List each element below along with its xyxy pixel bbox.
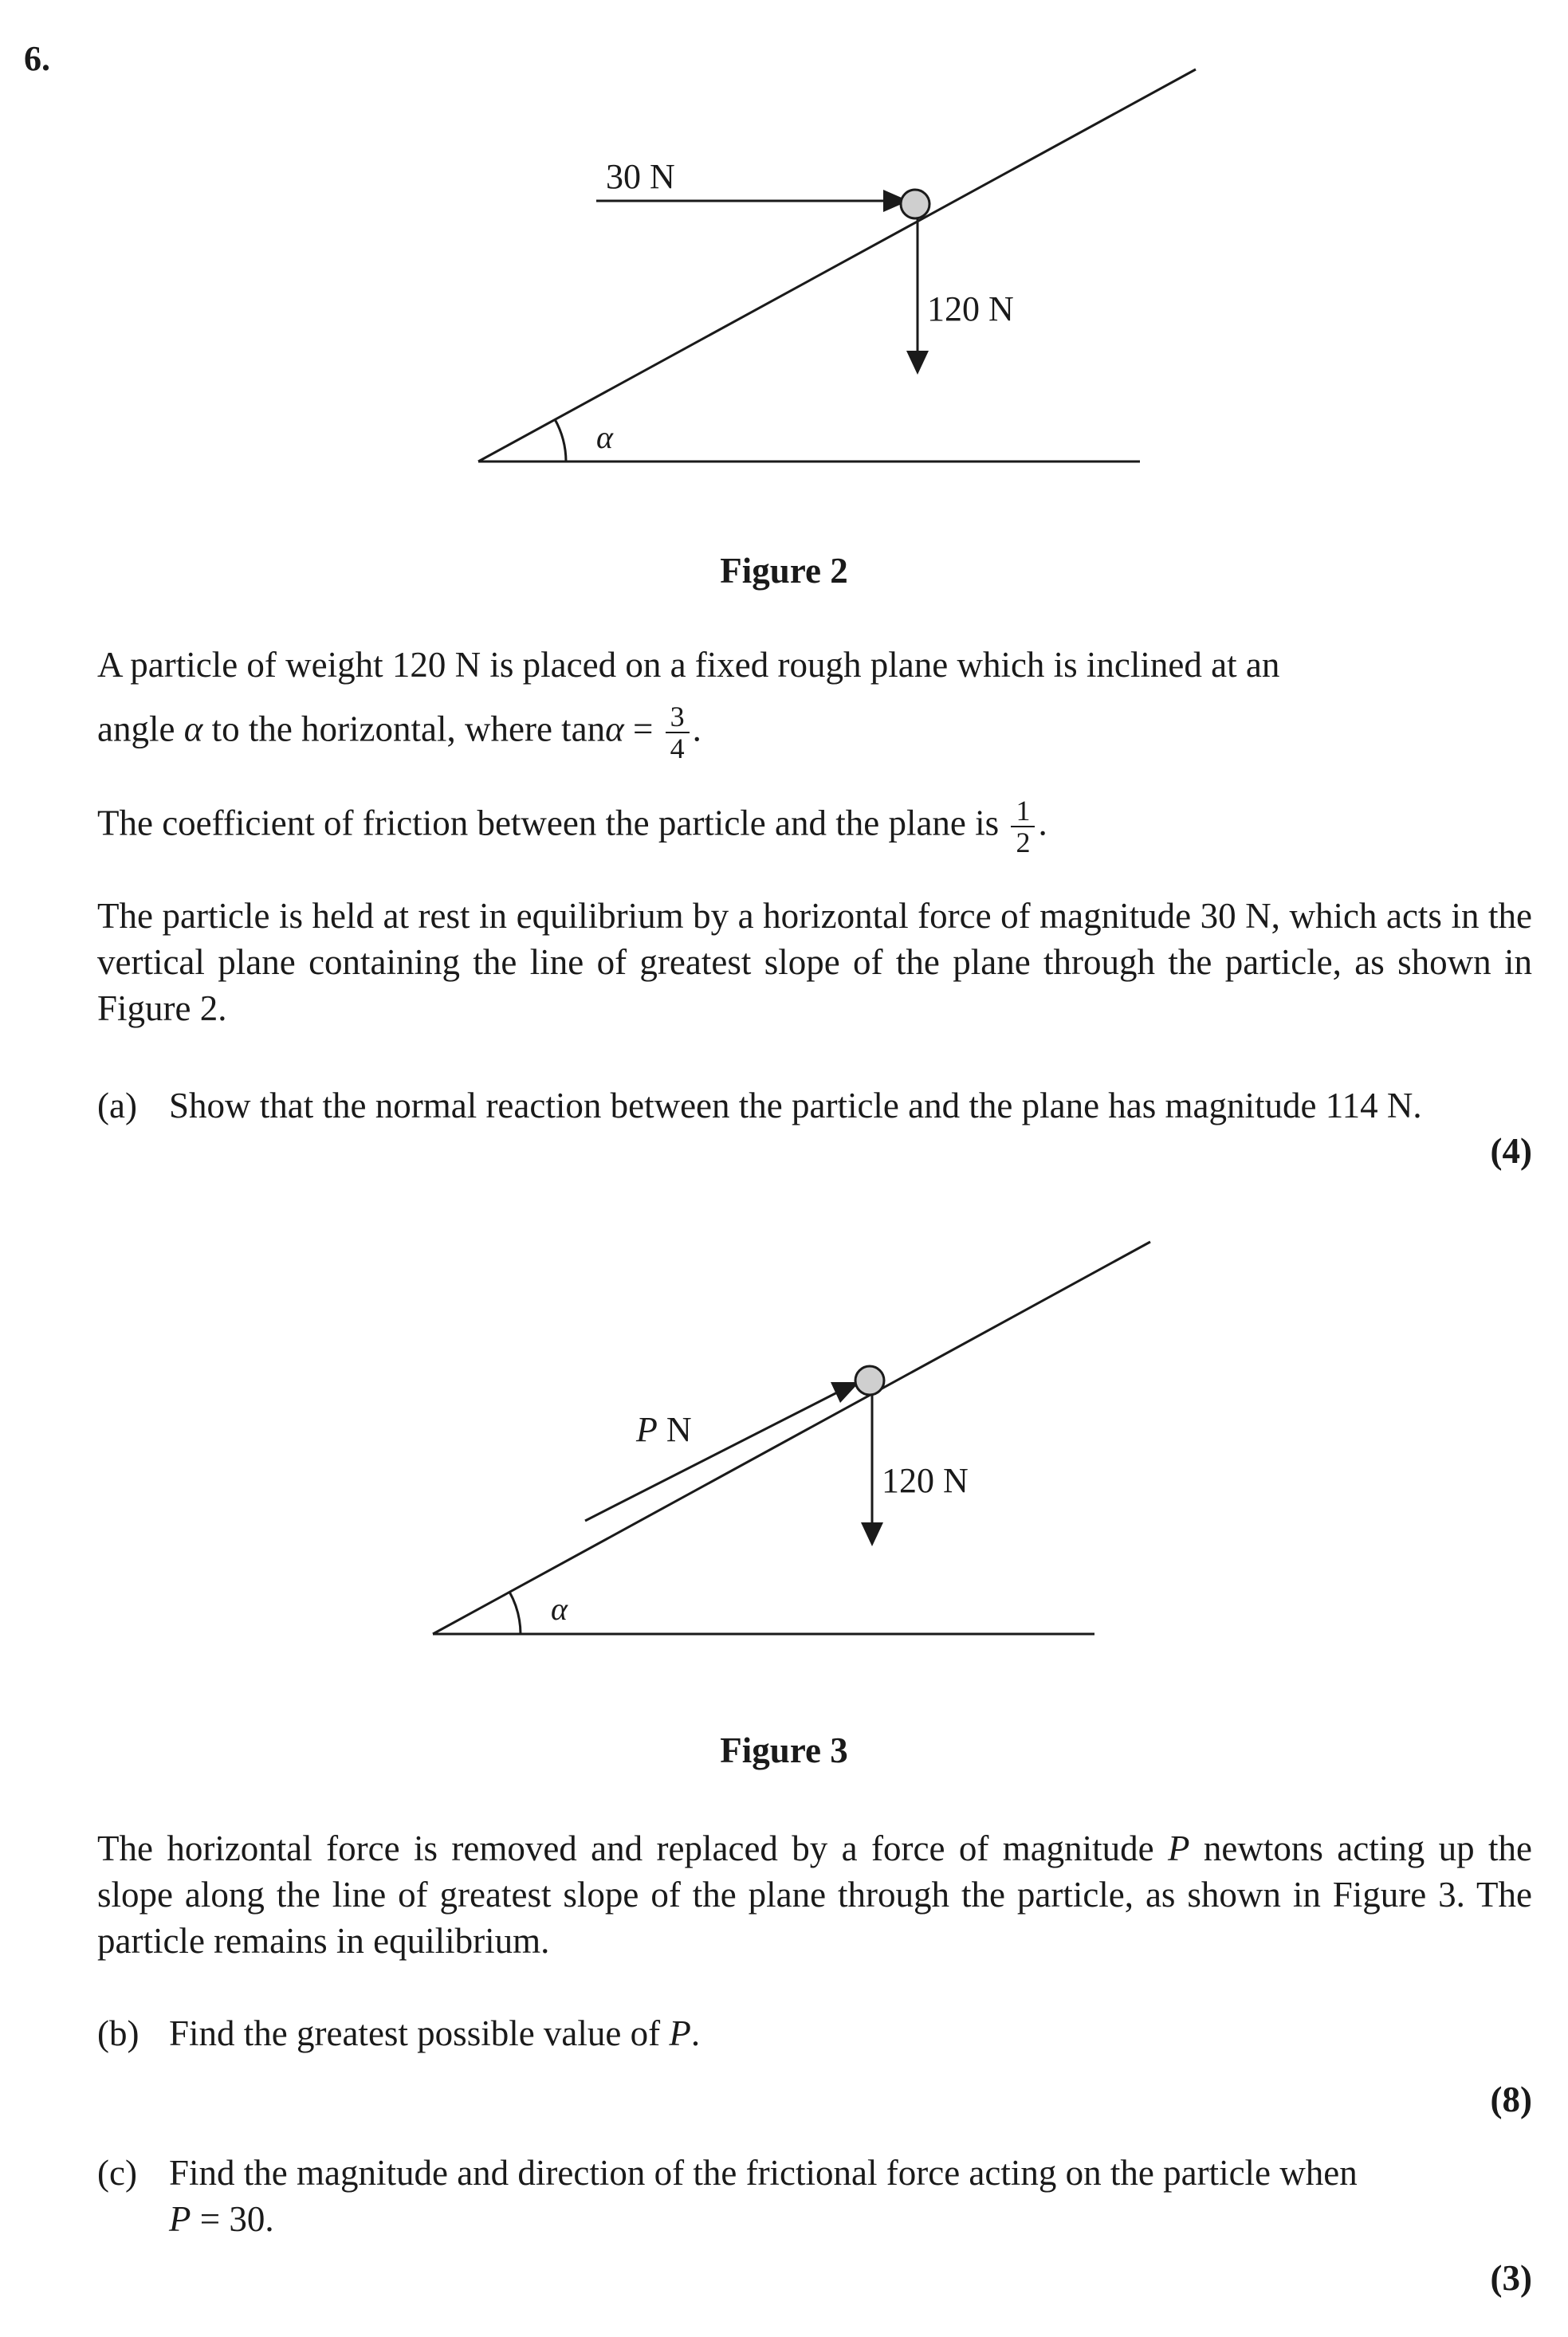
- weight-arrowhead: [861, 1522, 883, 1546]
- paragraph-4: The horizontal force is removed and replaced by a force of magnitude P newtons acting up the slope along the line of greatest slope of the plane through the particle, as shown in Figure 3. The particle remains in equilibrium.: [97, 1828, 1532, 1961]
- part-c-text: Find the magnitude and direction of the frictional force acting on the particle when P = 30.: [169, 2153, 1358, 2239]
- horizontal-force-label: 30 N: [606, 157, 675, 196]
- part-b-text: Find the greatest possible value of P.: [169, 2013, 701, 2053]
- paragraph-1-line-1: A particle of weight 120 N is placed on a fixed rough plane which is inclined at an: [97, 645, 1280, 685]
- figure-3-caption: Figure 3: [720, 1730, 848, 1770]
- part-c-marks: (3): [1490, 2258, 1532, 2298]
- p-force-arrow: [585, 1389, 843, 1521]
- p-force-label: P N: [636, 1410, 692, 1449]
- figure-2-diagram: [0, 48, 1568, 494]
- figure-3-diagram: [0, 1227, 1568, 1658]
- angle-arc: [555, 419, 566, 462]
- paragraph-1-line-2: angle α to the horizontal, where tanα = $\frac{3}{4}$ .: [97, 701, 701, 764]
- part-a: [97, 1082, 1532, 1129]
- part-b: [97, 2010, 1532, 2056]
- tan-fraction: $\frac{3}{4}$: [666, 701, 690, 764]
- weight-label: 120 N: [927, 289, 1014, 328]
- particle: [901, 190, 929, 218]
- particle: [855, 1366, 884, 1395]
- inclined-plane-line: [433, 1242, 1150, 1634]
- part-c-label: (c): [97, 2153, 137, 2193]
- angle-label-alpha: α: [596, 419, 613, 455]
- part-a-text: Show that the normal reaction between the particle and the plane has magnitude 114 N.: [169, 1086, 1422, 1125]
- angle-label-alpha: α: [551, 1591, 568, 1627]
- part-c: [97, 2150, 1532, 2242]
- paragraph-3: The particle is held at rest in equilibrium by a horizontal force of magnitude 30 N, which acts in the vertical plane containing the line of greatest slope of the plane through the particle, as shown in Figure 2.: [97, 896, 1532, 1028]
- part-a-marks: (4): [1490, 1131, 1532, 1171]
- figure-2-caption: Figure 2: [720, 551, 848, 591]
- inclined-plane-line: [478, 69, 1196, 462]
- part-b-marks: (8): [1490, 2080, 1532, 2119]
- angle-arc: [509, 1592, 521, 1634]
- part-a-label: (a): [97, 1086, 137, 1125]
- part-b-label: (b): [97, 2013, 140, 2053]
- question-number: 6.: [24, 39, 50, 78]
- mu-fraction: $\frac{1}{2}$: [1011, 795, 1035, 858]
- weight-arrowhead: [906, 351, 929, 375]
- weight-label: 120 N: [882, 1461, 969, 1500]
- paragraph-2: The coefficient of friction between the particle and the plane is $\frac{1}{2}$ .: [97, 795, 1047, 858]
